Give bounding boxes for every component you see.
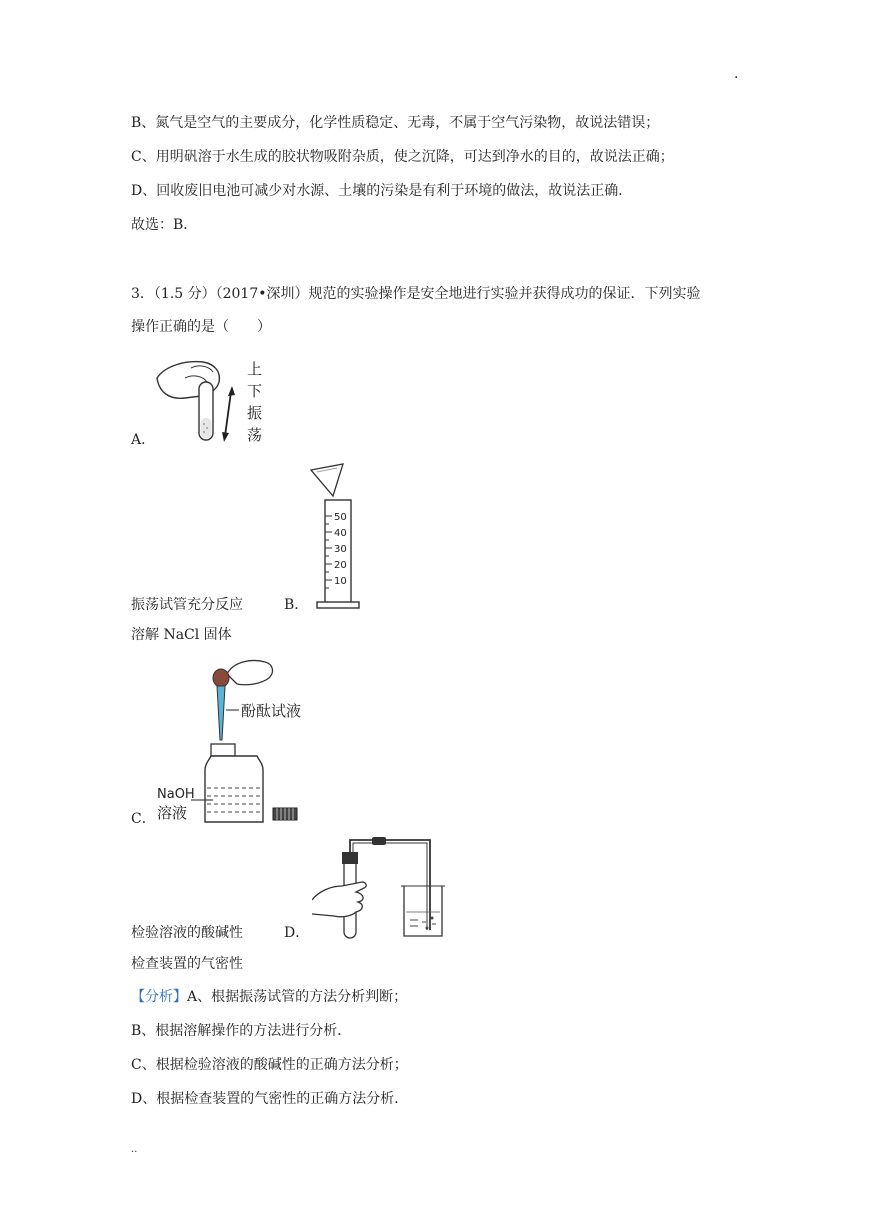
- analysis-line-b: B、根据溶解操作的方法进行分析．: [131, 1023, 352, 1039]
- figure-b-tick-10: 10: [334, 576, 347, 587]
- option-c-letter: C．: [131, 811, 156, 827]
- figure-b-tick-50: 50: [334, 512, 347, 523]
- question-line-1: 3．（1.5 分）（2017•深圳）规范的实验操作是安全地进行实验并获得成功的保证．下列实验: [131, 286, 701, 302]
- analysis-line-a: [131, 987, 407, 1007]
- option-d-caption: 检查装置的气密性: [131, 956, 243, 972]
- figure-a-label-2: 下: [247, 382, 263, 400]
- figure-c-reagent-label: 酚酞试液: [241, 702, 302, 720]
- figure-a-shaking-tube: [155, 358, 270, 448]
- figure-b-cylinder: [303, 462, 365, 612]
- answer-line-d: D、回收废旧电池可减少对水源、土壤的污染是有利于环境的做法，故说法正确．: [131, 183, 633, 199]
- option-a-letter: A．: [131, 432, 156, 448]
- analysis-line-a-text: A、根据振荡试管的方法分析判断；: [187, 989, 408, 1005]
- answer-line-b: B、氮气是空气的主要成分，化学性质稳定、无毒，不属于空气污染物，故说法错误；: [131, 115, 660, 131]
- figure-a-label-3: 振: [247, 404, 263, 422]
- option-b-caption: 溶解 NaCl 固体: [131, 627, 232, 643]
- figure-b-tick-20: 20: [334, 560, 347, 571]
- answer-line-c: C、用明矾溶于水生成的胶状物吸附杂质，使之沉降，可达到净水的目的，故说法正确；: [131, 149, 674, 165]
- question-line-2: 操作正确的是（ ）: [131, 319, 271, 335]
- figure-c-solution-label-2: 溶液: [157, 804, 188, 822]
- figure-c-solution-label-1: NaOH: [157, 787, 195, 802]
- option-d-letter: D．: [284, 925, 310, 941]
- figure-d-airtightness: [312, 836, 447, 941]
- figure-c-dropper: [155, 652, 315, 827]
- figure-b-tick-40: 40: [334, 528, 347, 539]
- header-dot: .: [734, 66, 739, 82]
- analysis-tag: 【分析】: [131, 989, 187, 1005]
- footer-dots: ..: [131, 1144, 138, 1155]
- analysis-line-c: C、根据检验溶液的酸碱性的正确方法分析；: [131, 1057, 408, 1073]
- analysis-line-d: D、根据检查装置的气密性的正确方法分析．: [131, 1091, 409, 1107]
- figure-a-label-1: 上: [247, 360, 263, 378]
- figure-b-tick-30: 30: [334, 544, 347, 555]
- answer-choice: 故选：B．: [131, 217, 198, 233]
- figure-a-label-4: 荡: [247, 426, 263, 444]
- option-b-letter: B．: [284, 597, 309, 613]
- option-c-caption: 检验溶液的酸碱性: [131, 925, 243, 941]
- option-a-caption: 振荡试管充分反应: [131, 597, 243, 613]
